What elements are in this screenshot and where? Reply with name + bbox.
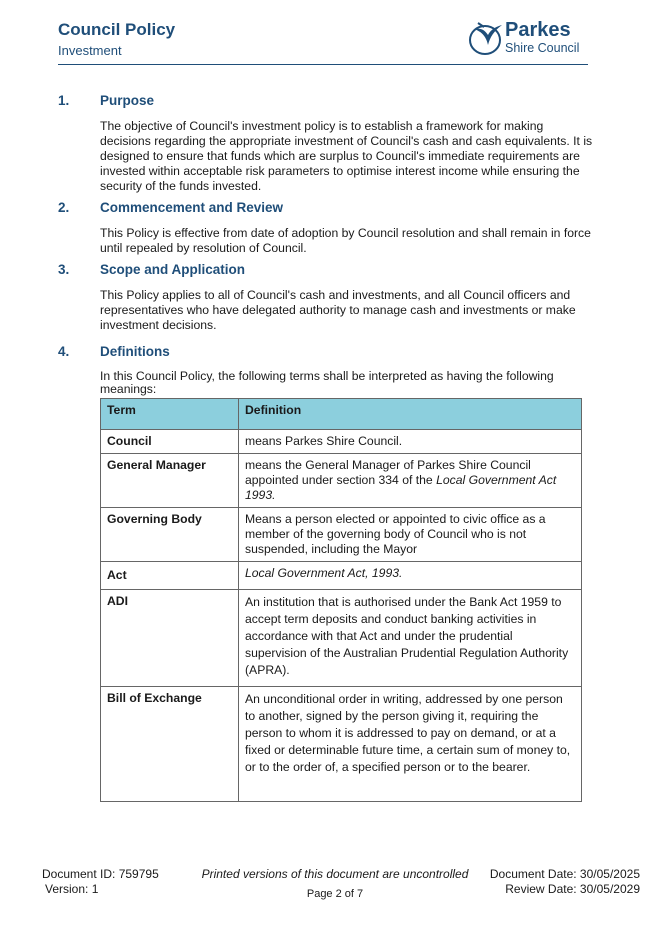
- column-header-definition: Definition: [239, 399, 582, 430]
- parkes-bird-icon: [466, 19, 504, 57]
- definition-cell: [239, 454, 582, 508]
- table-row: [101, 562, 582, 590]
- section-text: This Policy applies to all of Council's cash and investments, and all Council officers and representatives who have delegated authority to manage cash and investments or make investment decisions.: [100, 288, 576, 332]
- term-cell: ADI: [101, 590, 239, 687]
- section-title: Scope and Application: [100, 262, 246, 277]
- footer-center: [200, 867, 470, 902]
- table-row: [101, 454, 582, 508]
- definition-cell: An unconditional order in writing, addressed by one person to another, signed by the person giving it, requiring the person to whom it is addressed to pay on demand, or at a fixed or determinable future time, a certain sum of money to, or to the order of, a specified person or to the bearer.: [239, 687, 582, 802]
- document-date: Document Date: 30/05/2025: [489, 867, 640, 881]
- section-title: Definitions: [100, 344, 170, 359]
- section-number: 4.: [58, 344, 70, 359]
- section-number: 1.: [58, 93, 70, 108]
- header-rule: [58, 64, 588, 65]
- council-logo: [466, 19, 596, 59]
- table-row: [101, 508, 582, 562]
- review-date: Review Date: 30/05/2029: [505, 882, 640, 896]
- term-cell: Act: [101, 562, 239, 590]
- section-text: This Policy is effective from date of adoption by Council resolution and shall remain in force until repealed by resolution of Council.: [100, 226, 591, 255]
- page-title: Council Policy: [58, 20, 176, 39]
- definition-text: means the General Manager of Parkes Shire Council appointed under section 334 of the: [245, 458, 531, 487]
- section-purpose: [58, 93, 593, 194]
- logo-line-2: Shire Council: [505, 41, 580, 55]
- definition-cell: Means a person elected or appointed to civic office as a member of the governing body of Council who is not suspended, including the Mayor: [239, 508, 582, 562]
- act-reference: Local Government Act 1993: [245, 473, 557, 502]
- footer-left: [42, 867, 159, 897]
- document-id: Document ID: 759795: [42, 867, 159, 881]
- definition-cell: means Parkes Shire Council.: [239, 430, 582, 454]
- definition-cell: Local Government Act, 1993.: [239, 562, 582, 590]
- column-header-term: Term: [101, 399, 239, 430]
- table-header-row: [101, 399, 582, 430]
- footer-right: [470, 867, 640, 897]
- term-cell: Council: [101, 430, 239, 454]
- section-title: Commencement and Review: [100, 200, 284, 215]
- document-version: Version: 1: [45, 882, 99, 896]
- uncontrolled-notice: Printed versions of this document are uncontrolled: [201, 867, 469, 881]
- section-text: In this Council Policy, the following terms shall be interpreted as having the following meanings:: [100, 369, 554, 396]
- section-scope: [58, 262, 593, 333]
- section-text: The objective of Council's investment policy is to establish a framework for making decisions regarding the appropriate investment of Council's cash and cash equivalents. It is designed to ensure that funds which are surplus to Council's immediate requirements are invested within acceptable risk parameters to optimise interest income while ensuring the security of the funds invested.: [100, 119, 593, 193]
- term-cell: General Manager: [101, 454, 239, 508]
- table-row: [101, 430, 582, 454]
- table-row: [101, 590, 582, 687]
- table-row: [101, 687, 582, 802]
- page-number: Page 2 of 7: [306, 888, 364, 900]
- section-title: Purpose: [100, 93, 155, 108]
- page-subtitle: Investment: [58, 43, 122, 58]
- section-number: 2.: [58, 200, 70, 215]
- section-definitions: [58, 344, 593, 396]
- definitions-table: [100, 398, 582, 802]
- section-commencement: [58, 200, 593, 256]
- section-number: 3.: [58, 262, 70, 277]
- term-cell: Bill of Exchange: [101, 687, 239, 802]
- term-cell: Governing Body: [101, 508, 239, 562]
- logo-line-1: Parkes: [505, 19, 571, 41]
- definition-cell: An institution that is authorised under the Bank Act 1959 to accept term deposits and conduct banking activities in accordance with that Act and under the prudential supervision of the Australian Prudential Regulation Authority (APRA).: [239, 590, 582, 687]
- definition-text-end: .: [272, 488, 276, 502]
